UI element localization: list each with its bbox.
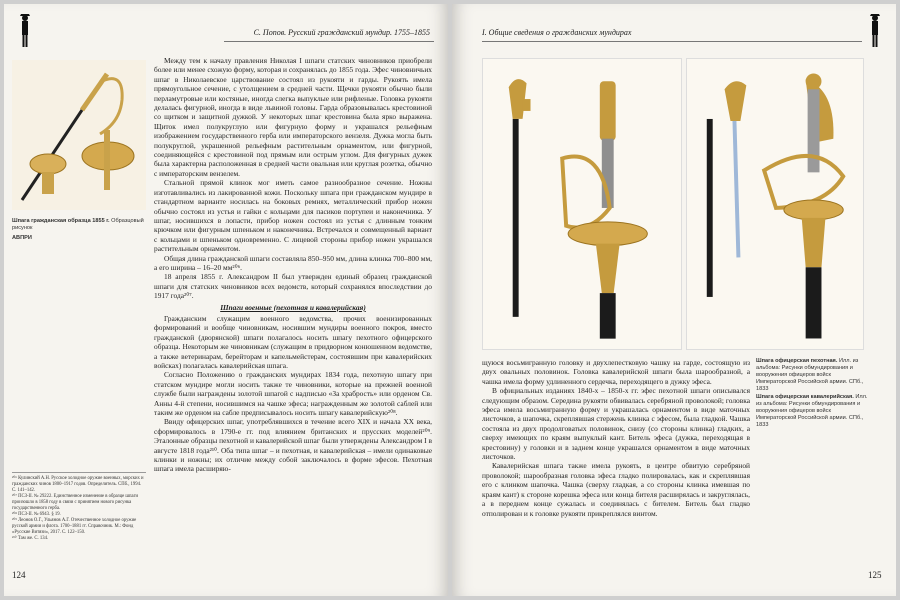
footnote: ²¹⁰ Там же. С. 134. xyxy=(12,536,49,541)
paragraph: В официальных изданиях 1840-х – 1850-х гг. эфес пехотной шпаги описывался следующим образом. Середина рукояти обвивалась серебряной проволокой; головка эфеса имела восьмигранную форму и украшалась орнаментом в виде маточных листочков, а шапочка, скреплявшая стержень клинка с эфесом, была гладкой. Чашка состояла из двух продолговатых половинок, снизу (со стороны клинка) гладких, а сверху имеющих по краям выпуклый кант. Битель эфеса (дужка, переходящая в крестовину) у головки и в заднем конце украшался орнаментом в виде маточных листочков. xyxy=(482,386,750,462)
caption-text: Илл. из альбома: Рисунки обмундирования и вооружения офицеров войск Императорской Российской армии. СПб., 1833 xyxy=(756,394,868,428)
right-body-text xyxy=(482,358,750,574)
uniformed-figure-icon xyxy=(868,14,882,48)
cavalry-sword-illustration xyxy=(687,59,863,349)
sword-drawing-1855 xyxy=(12,60,146,210)
paragraph: Ввиду офицерских шпаг, употреблявшихся в течение всего XIX и начала XX века, сформировалось в 1790-е гг. под влиянием британских и прусских моделей²⁰⁹. Эталонные образцы пехотной и кавалерийской шпаг были утверждены Александром I в августе 1818 года²¹⁰. Оба типа шпаг – и пехотная, и кавалерийская – имели одинаковые клинки и ножны; их отличие между собой заключалось в форме эфесов. Пехотная шпага имела расширяю- xyxy=(154,417,432,474)
footnote: ²⁰⁶ Кулинский А.Н. Русское холодное оружие военных, морских и гражданских чинов 1800–1917 годов. Определитель. СПб., 1994. С. 141–142. xyxy=(12,476,144,493)
paragraph: Стальной прямой клинок мог иметь самое разнообразное сечение. Ножны изготавливались из лакированной кожи. Поскольку шпага при гражданском мундире в стандартном варианте носилась на боковых ремнях, металлический прибор ножен обычно состоял из устья и гайки с кольцами для пасиков портупеи и наконечника. У шпаг, носившихся в лопасти, прибор ножен состоял из устья с длинным тонким крючком или фигурным шпеньком и наконечника. Встречался и совмещенный вариант с кольцами и шпеньком одновременно. С лицевой стороны прибор ножен украшался растительным орнаментом. xyxy=(154,178,432,254)
cavalry-sword-plate xyxy=(686,58,864,350)
paragraph: 18 апреля 1855 г. Александром II был утвержден единый образец гражданской шпаги для статских чиновников всех ведомств, который сохранялся впоследствии до 1917 года²⁰⁷. xyxy=(154,272,432,301)
infantry-sword-illustration xyxy=(483,59,681,349)
left-page xyxy=(4,4,448,596)
uniformed-figure-icon xyxy=(18,14,32,48)
caption-text: Илл. из альбома: Рисунки обмундирования и вооружения офицеров войск Императорской Российской армии. СПб., 1833 xyxy=(756,358,864,392)
caption-cavalry xyxy=(756,394,868,429)
left-body-text xyxy=(154,56,432,586)
paragraph: щуюся восьмигранную головку и двухлепестковую чашку на гарде, состоящую из двух овальных половинок. Головка кавалерийской шпаги была шарообразной, а чашка имела форму удлиненного сердечка, переходящего в дужку эфеса. xyxy=(482,358,750,386)
paragraph: Общая длина гражданской шпаги составляла 850–950 мм, длина клинка 700–800 мм, а его ширина – 16–20 мм²⁰⁶. xyxy=(154,253,432,272)
running-head: I. Общие сведения о гражданских мундирах xyxy=(482,28,862,42)
caption-title: Шпага офицерская пехотная. xyxy=(756,358,838,364)
footnotes xyxy=(12,472,146,542)
right-page xyxy=(452,4,896,596)
page-number: 124 xyxy=(12,570,26,580)
paragraph: Кавалерийская шпага также имела рукоять, в центре обвитую серебряной проволокой; шарообразная головка эфеса гладко полировалась, как и скреплявшая его с клинком шапочка. Чашка (сверху гладкая, а со стороны клинка имевшая по краям кант) к стороне корешка эфеса или конца бителя расширялась и закруглялась, а в переднем конце сужалась и соединялась с бителем. Битель был гладко отполирован и к головке рукояти прикреплялся винтом. xyxy=(482,461,750,518)
paragraph: Между тем к началу правления Николая I шпаги статских чиновников приобрели более или менее схожую форму, которая и сохранялась до 1855 года. Эфес чиновничьих шпаг в Николаевское царствование состоял из рукояти и гарды. Рукоять имела прямоугольное сечение, с утолщением в средней части. Щечки рукояти обычно были перламутровые или костяные, иногда слегка выпуклые или рифленые. Головка рукояти делалась фигурной, иногда в виде львиной головы. Гарда образовывалась крестовиной со щитком и защитной дужкой. У некоторых шпаг крестовина была ярко выражена. Щиток имел полукруглую или фигурную форму и украшался рельефным изображением государственного герба или императорского вензеля. Дужка могла быть полукруглой, украшенной рельефным растительным орнаментом, или фигурной, соединяющейся с крестовиной под прямым или острым углом. Для фигурных дужек была характерна расположенная в средней части овальная или круглая розетка, обычно с императорским вензелем. xyxy=(154,56,432,178)
page-number: 125 xyxy=(868,570,882,580)
infantry-sword-plate xyxy=(482,58,682,350)
footnote: ²⁰⁹ Леонов О.Г., Ульянов А.Г. Отечественное холодное оружие русской армии и флота. 1700–1881 гг. Справочник. М.: Фонд «Русские Витязи», 2017. С. 122–150. xyxy=(12,518,137,535)
caption-title: Шпага офицерская кавалерийская. xyxy=(756,394,854,400)
paragraph: Согласно Положению о гражданских мундирах 1834 года, пехотную шпагу при статском мундире могли носить также те чиновники, которые на прежней военной службе были награждены золотой шпагой с надписью «За храбрость» или орденом Св. Анны 4-й степени, носившимся на чашке эфеса; награжденным же золотой саблей или таким же орденом на сабле предписывалось носить шпагу кавалерийскую²⁰⁸. xyxy=(154,370,432,418)
footnote: ²⁰⁸ ПСЗ-II. № 6943. § 19. xyxy=(12,512,61,517)
running-head: С. Попов. Русский гражданский мундир. 1755–1855 xyxy=(224,28,434,42)
section-subheading: Шпаги военные (пехотная и кавалерийская) xyxy=(220,302,366,312)
figure-caption xyxy=(12,218,148,242)
caption-title: Шпага гражданская образца 1855 г. xyxy=(12,218,110,224)
caption-subtitle: Образцовый рисунок xyxy=(12,218,144,231)
caption-source: АВПРИ xyxy=(12,235,32,241)
footnote: ²⁰⁷ ПСЗ-II. № 29222. Единственное изменение в образце шпаги произошло в 1858 году в связи с принятием нового рисунка государственного герба. xyxy=(12,494,138,511)
caption-infantry xyxy=(756,358,868,393)
paragraph: Гражданским служащим военного ведомства, прочих военизированных формирований и вообще чиновникам, носившим мундиры военного покроя, вместо гражданской (дворянской) шпаги полагалось носить шпагу пехотного офицерского образца. Некоторым же чиновникам (служащим в придворном конюшенном ведомстве, а также ветеринарам, берейторам и капельмейстерам, состоявшим при кавалерийских войсках) полагалась кавалерийская шпага. xyxy=(154,313,432,370)
